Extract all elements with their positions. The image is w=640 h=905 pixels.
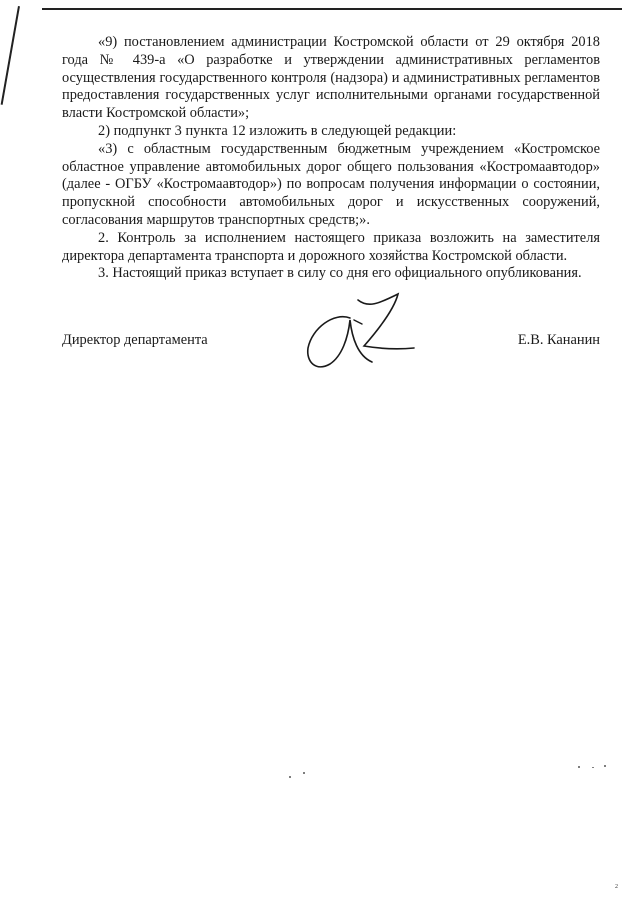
signer-name: Е.В. Кананин bbox=[517, 332, 600, 348]
paragraph-1: «9) постановлением администрации Костромской области от 29 октября 2018 года № 439-а «О разработке и утверждении административных регламентов осуществления государственного контроля (надзора) и административных регламентов предоставления государственных услуг исполнительными органами государственной власти Костромской области»; bbox=[62, 34, 600, 122]
paragraph-4: 2. Контроль за исполнением настоящего приказа возложить на заместителя директора департамента транспорта и дорожного хозяйства Костромской области. bbox=[62, 229, 600, 264]
paragraph-2: 2) подпункт 3 пункта 12 изложить в следующей редакции: bbox=[98, 122, 457, 139]
document-body bbox=[62, 34, 600, 283]
scan-speck bbox=[604, 765, 606, 767]
paragraph-5: 3. Настоящий приказ вступает в силу со дня его официального опубликования. bbox=[98, 265, 582, 282]
scan-edge-mark bbox=[1, 6, 20, 105]
scan-speck bbox=[303, 772, 305, 774]
signer-position: Директор департамента bbox=[62, 332, 208, 348]
scan-edge-line bbox=[42, 8, 622, 10]
scan-speck bbox=[592, 767, 594, 768]
paragraph-3: «3) с областным государственным бюджетным учреждением «Костромское областное управление автомобильных дорог общего пользования «Костромаавтодор» (далее - ОГБУ «Костромаавтодор») по вопросам получения информации о состоянии, пропускной способности автомобильных дорог и искусственных сооружений, согласования маршрутов транспортных средств;». bbox=[62, 140, 600, 228]
scan-speck bbox=[289, 776, 291, 778]
handwritten-signature bbox=[298, 290, 428, 380]
page-number: 2 bbox=[615, 884, 618, 890]
scan-speck bbox=[578, 766, 580, 768]
